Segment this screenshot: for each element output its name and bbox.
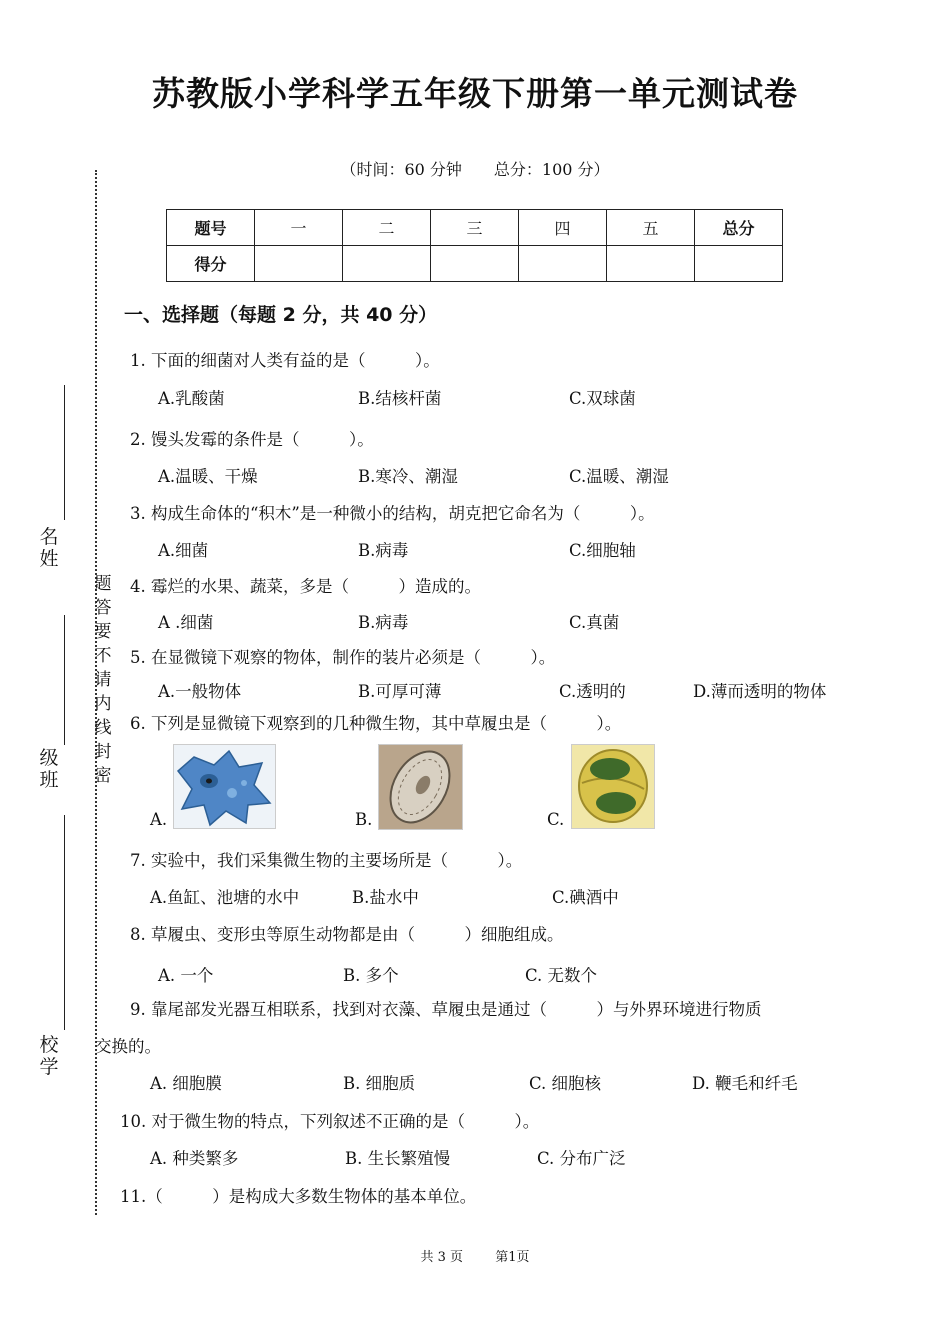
option: A.一般物体 (158, 682, 242, 701)
option: C.细胞轴 (569, 541, 636, 560)
table-cell: 总分 (695, 210, 783, 246)
question-4: 4. 霉烂的水果、蔬菜，多是（ ）造成的。 (130, 577, 481, 596)
table-cell: 二 (343, 210, 431, 246)
table-cell: 三 (431, 210, 519, 246)
option: A.细菌 (158, 541, 209, 560)
table-cell: 一 (255, 210, 343, 246)
table-cell: 题号 (167, 210, 255, 246)
question-1: 1. 下面的细菌对人类有益的是（ ）。 (130, 351, 440, 370)
option: B. 生长繁殖慢 (345, 1149, 451, 1168)
score-input-cell[interactable] (255, 246, 343, 282)
algae-image (571, 744, 655, 829)
score-table-score-row (167, 246, 783, 282)
option: B. (355, 810, 373, 829)
table-cell: 得分 (167, 246, 255, 282)
option: B. 多个 (343, 966, 399, 985)
option: B.可厚可薄 (358, 682, 442, 701)
option: C. (547, 810, 565, 829)
option: D. 鞭毛和纤毛 (692, 1074, 798, 1093)
page-title: 苏教版小学科学五年级下册第一单元测试卷 (152, 74, 798, 113)
option: B.病毒 (358, 541, 409, 560)
binding-rule-2 (64, 615, 65, 745)
option: A. 一个 (158, 966, 214, 985)
question-7: 7. 实验中，我们采集微生物的主要场所是（ ）。 (130, 851, 523, 870)
seal-line-notice: 题答要不请内线封密 (94, 574, 112, 786)
option: A. (150, 810, 168, 829)
option: C.碘酒中 (552, 888, 619, 907)
option: A.鱼缸、池塘的水中 (150, 888, 300, 907)
option: C. 分布广泛 (537, 1149, 626, 1168)
class-label: 级班 (39, 747, 59, 791)
score-input-cell[interactable] (343, 246, 431, 282)
binding-rule-1 (64, 385, 65, 520)
option: A .细菌 (158, 613, 214, 632)
option: B.病毒 (358, 613, 409, 632)
option: C.透明的 (559, 682, 626, 701)
school-label: 校学 (39, 1034, 59, 1078)
score-input-cell[interactable] (519, 246, 607, 282)
option: C. 无数个 (525, 966, 598, 985)
name-label: 名姓 (39, 526, 59, 570)
option: A.乳酸菌 (158, 389, 225, 408)
option: B. 细胞质 (343, 1074, 416, 1093)
question-3: 3. 构成生命体的“积木”是一种微小的结构，胡克把它命名为（ ）。 (130, 504, 655, 523)
total-pages: 共 3 页 (420, 1250, 464, 1265)
table-cell: 四 (519, 210, 607, 246)
table-cell: 五 (607, 210, 695, 246)
option: A. 细胞膜 (150, 1074, 222, 1093)
question-5: 5. 在显微镜下观察的物体，制作的装片必须是（ ）。 (130, 648, 556, 667)
score-input-cell[interactable] (607, 246, 695, 282)
option: B.寒冷、潮湿 (358, 467, 458, 486)
binding-rule-3 (64, 815, 65, 1030)
page-number: 第1页 (495, 1250, 530, 1265)
question-6: 6. 下列是显微镜下观察到的几种微生物，其中草履虫是（ ）。 (130, 714, 622, 733)
option: D.薄而透明的物体 (693, 682, 827, 701)
option: A. 种类繁多 (150, 1149, 239, 1168)
score-table-header-row (167, 210, 783, 246)
option: A.温暖、干燥 (158, 467, 258, 486)
option: C.真菌 (569, 613, 620, 632)
option: B.盐水中 (352, 888, 419, 907)
option: C.双球菌 (569, 389, 636, 408)
option: C.温暖、潮湿 (569, 467, 669, 486)
question-9-continued: 交换的。 (95, 1037, 161, 1056)
question-10: 10. 对于微生物的特点，下列叙述不正确的是（ ）。 (120, 1112, 540, 1131)
question-8: 8. 草履虫、变形虫等原生动物都是由（ ）细胞组成。 (130, 925, 564, 944)
question-11: 11.（ ）是构成大多数生物体的基本单位。 (120, 1187, 477, 1206)
paramecium-image (378, 744, 463, 830)
score-table (166, 209, 783, 282)
question-9: 9. 靠尾部发光器互相联系，找到对衣藻、草履虫是通过（ ）与外界环境进行物质 (130, 1000, 762, 1019)
question-2: 2. 馒头发霉的条件是（ ）。 (130, 430, 374, 449)
page-footer (0, 1246, 950, 1265)
option: C. 细胞核 (529, 1074, 602, 1093)
amoeba-image (173, 744, 276, 829)
exam-time-score: （时间：60 分钟 总分：100 分） (340, 160, 610, 179)
score-input-cell[interactable] (695, 246, 783, 282)
section-heading: 一、选择题（每题 2 分，共 40 分） (124, 304, 438, 326)
score-input-cell[interactable] (431, 246, 519, 282)
option: B.结核杆菌 (358, 389, 442, 408)
